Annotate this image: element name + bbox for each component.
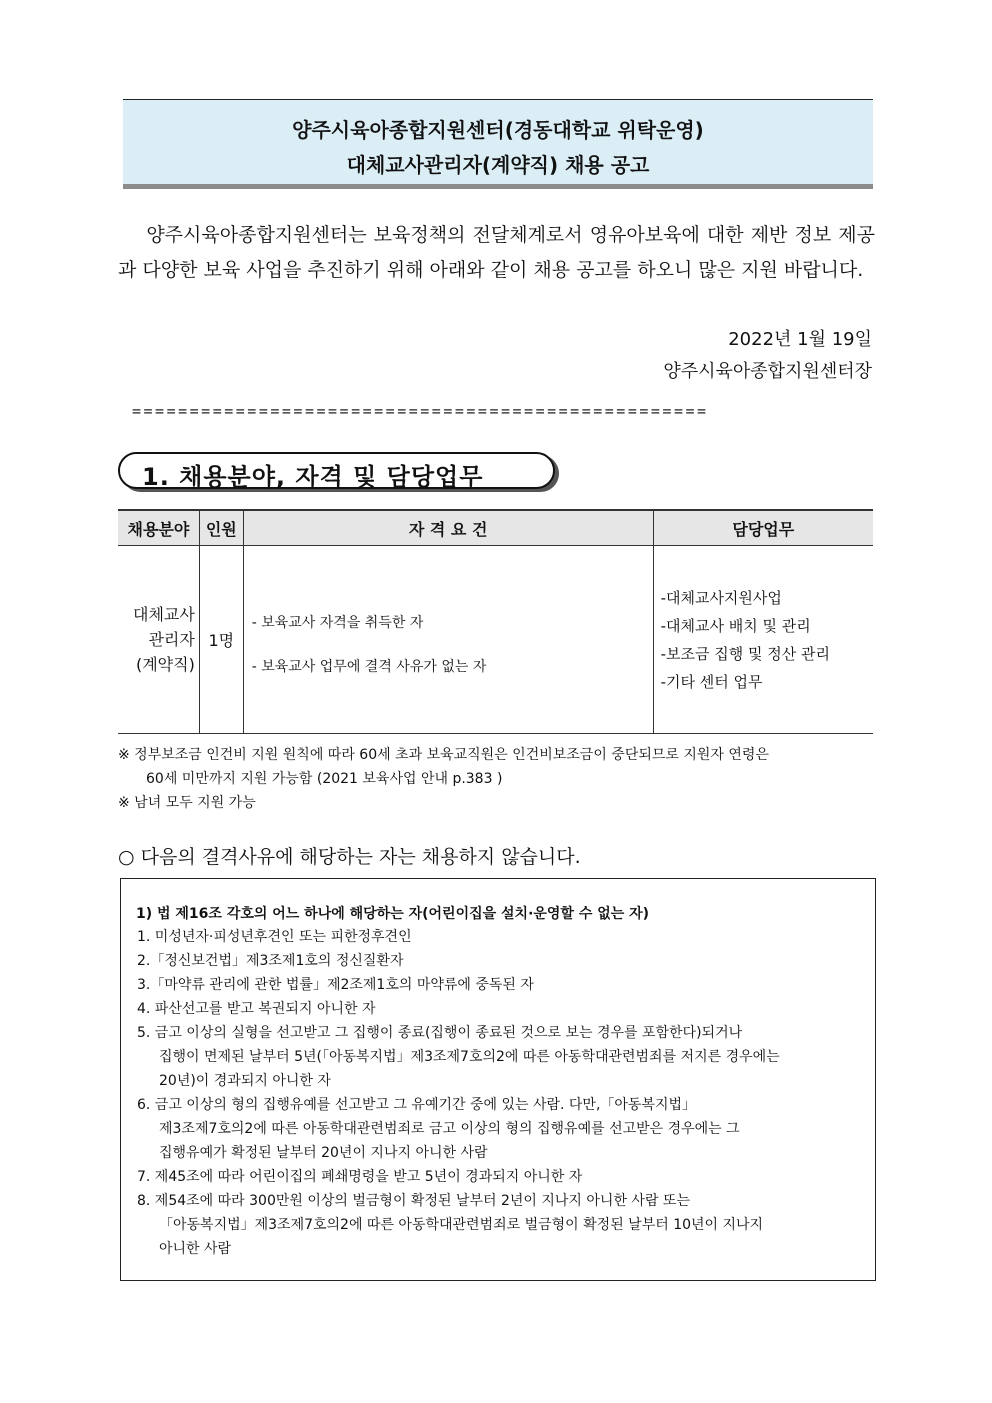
announcement-date: 2022년 1월 19일 <box>728 329 872 350</box>
signer: 양주시육아종합지원센터장 <box>663 361 872 382</box>
duty-item: -대체교사 배치 및 관리 <box>660 616 811 635</box>
list-item-continuation: 제3조제7호의2에 따른 아동학대관련범죄로 금고 이상의 형의 집행유예를 선고받은 경우에는 그 <box>159 1121 740 1137</box>
section-1-heading <box>118 452 555 489</box>
disqualify-list <box>137 925 867 1261</box>
list-item-continuation: 집행유예가 확정된 날부터 20년이 지나지 아니한 사람 <box>159 1145 488 1161</box>
disqualify-heading: 1) 법 제16조 각호의 어느 하나에 해당하는 자(어린이집을 설치·운영할 수 없는 자) <box>136 906 650 922</box>
note-age-cont: 60세 미만까지 지원 가능함 (2021 보육사업 안내 p.383 ) <box>146 771 503 787</box>
note-gender: ※ 남녀 모두 지원 가능 <box>118 795 256 811</box>
duty-item: -기타 센터 업무 <box>660 672 763 691</box>
cell-qualifications <box>243 546 653 734</box>
intro-paragraph <box>118 218 875 288</box>
field-line: 대체교사 <box>133 605 195 624</box>
list-item-continuation: 집행이 면제된 날부터 5년(「아동복지법」제3조제7호의2에 따른 아동학대관련범죄를 저지른 경우에는 <box>159 1049 780 1065</box>
list-item: 3.「마약류 관리에 관한 법률」제2조제1호의 마약류에 중독된 자 <box>137 977 534 993</box>
col-count: 인원 <box>199 510 243 546</box>
field-line: (계약직) <box>135 655 195 674</box>
table-header-row <box>118 510 873 546</box>
disqualify-intro: ○ 다음의 결격사유에 해당하는 자는 채용하지 않습니다. <box>118 846 581 868</box>
list-item: 1. 미성년자·피성년후견인 또는 피한정후견인 <box>137 929 412 945</box>
intro-text: 양주시육아종합지원센터는 보육정책의 전달체계로서 영유아보육에 대한 제반 정보 제공과 다양한 보육 사업을 추진하기 위해 아래와 같이 채용 공고를 하오니 많은 지원 바랍니다. <box>118 224 875 281</box>
list-item: 8. 제54조에 따라 300만원 이상의 벌금형이 확정된 날부터 2년이 지나지 아니한 사람 또는 <box>137 1193 690 1209</box>
duty-item: -대체교사지원사업 <box>660 588 782 607</box>
list-item: 7. 제45조에 따라 어린이집의 폐쇄명령을 받고 5년이 경과되지 아니한 자 <box>137 1169 583 1185</box>
divider-rule: ================================================== <box>132 402 709 420</box>
notes <box>118 743 878 815</box>
title-line-1: 양주시육아종합지원센터(경동대학교 위탁운영) <box>292 118 704 142</box>
list-item: 4. 파산선고를 받고 복권되지 아니한 자 <box>137 1001 376 1017</box>
duty-item: -보조금 집행 및 정산 관리 <box>660 644 830 663</box>
table-row <box>118 546 873 734</box>
list-item: 6. 금고 이상의 형의 집행유예를 선고받고 그 유예기간 중에 있는 사람. 다만,「아동복지법」 <box>137 1097 697 1113</box>
col-duties: 담당업무 <box>653 510 873 546</box>
list-item-continuation: 아니한 사람 <box>159 1241 232 1257</box>
cell-field <box>118 546 199 734</box>
list-item-continuation: 「아동복지법」제3조제7호의2에 따른 아동학대관련범죄로 벌금형이 확정된 날부터 10년이 지나지 <box>159 1217 764 1233</box>
list-item-continuation: 20년)이 경과되지 아니한 자 <box>159 1073 331 1089</box>
disqualify-box <box>120 878 876 1281</box>
list-item: 2.「정신보건법」제3조제1호의 정신질환자 <box>137 953 404 969</box>
note-age: ※ 정부보조금 인건비 지원 원칙에 따라 60세 초과 보육교직원은 인건비보조금이 중단되므로 지원자 연령은 <box>118 747 769 763</box>
col-qualifications: 자 격 요 건 <box>243 510 653 546</box>
title-line-2: 대체교사관리자(계약직) 채용 공고 <box>346 153 650 177</box>
col-field: 채용분야 <box>118 510 199 546</box>
qualification-item: - 보육교사 업무에 결격 사유가 없는 자 <box>251 658 487 675</box>
requirements-table <box>118 509 873 734</box>
section-1-title: 1. 채용분야, 자격 및 담당업무 <box>142 463 484 491</box>
qualification-item: - 보육교사 자격을 취득한 자 <box>251 614 424 631</box>
list-item: 5. 금고 이상의 실형을 선고받고 그 집행이 종료(집행이 종료된 것으로 보는 경우를 포함한다)되거나 <box>137 1025 743 1041</box>
cell-count: 1명 <box>199 546 243 734</box>
title-box <box>123 99 873 189</box>
field-line: 관리자 <box>148 630 195 649</box>
cell-duties <box>653 546 873 734</box>
